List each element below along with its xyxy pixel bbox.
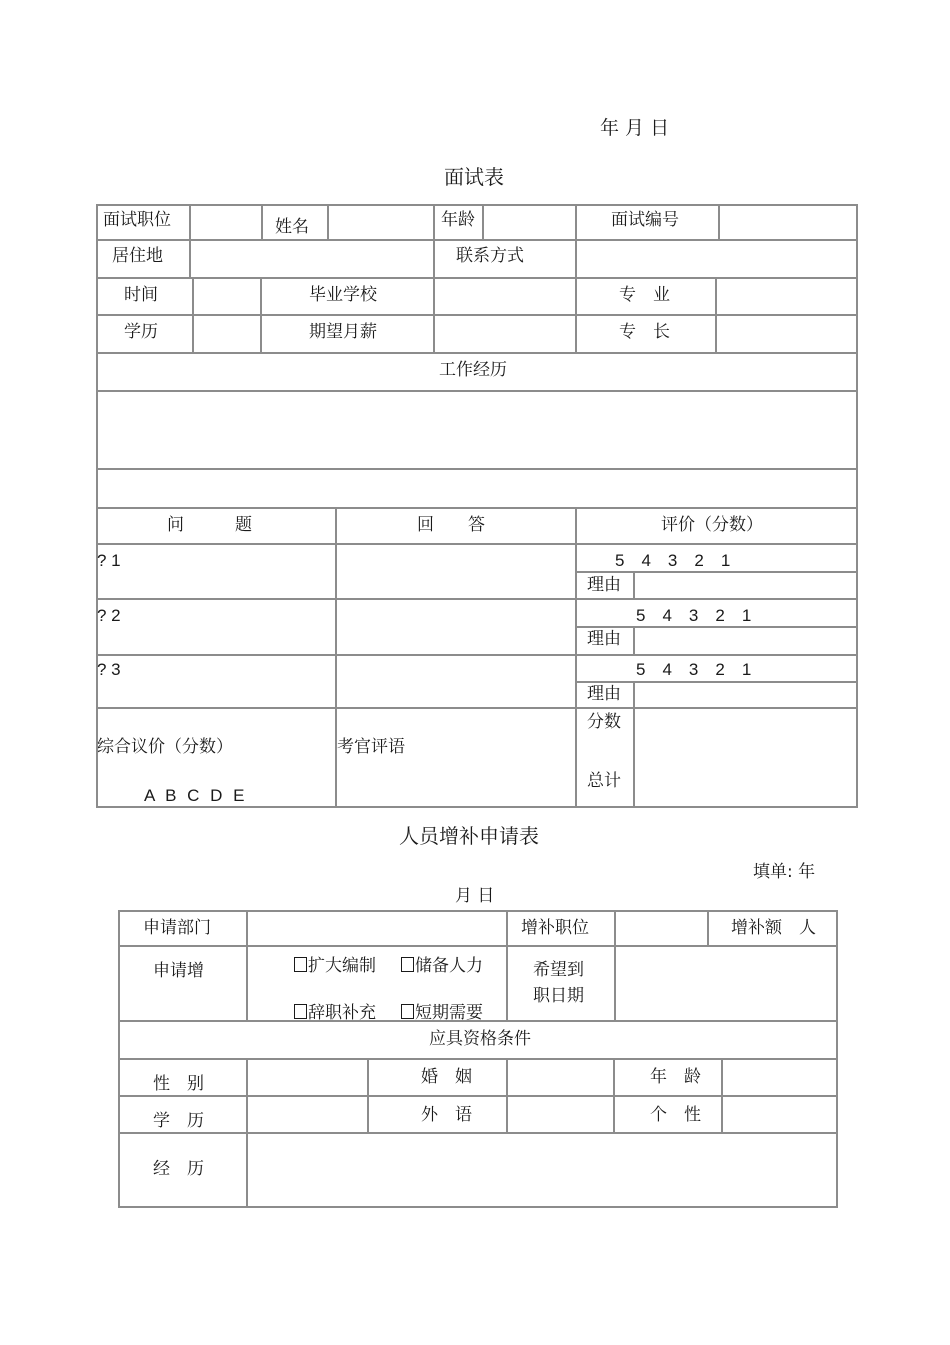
label-specialty: 专 长	[619, 322, 670, 342]
checkbox-icon[interactable]	[294, 957, 307, 972]
label-expected-date-line1: 希望到	[533, 960, 584, 980]
label-time: 时间	[124, 285, 158, 305]
label-contact: 联系方式	[456, 246, 524, 266]
option-short-term[interactable]: 短期需要	[401, 998, 483, 1023]
header-question: 问 题	[167, 515, 252, 535]
fill-month-day: 月 日	[455, 886, 495, 906]
checkbox-icon[interactable]	[401, 957, 414, 972]
label-name: 姓名	[275, 217, 309, 237]
label-staffing-age: 年 龄	[650, 1067, 701, 1087]
question-1-reason-label: 理由	[587, 575, 621, 595]
label-staffing-position: 增补职位	[521, 918, 589, 938]
label-qualifications: 应具资格条件	[429, 1029, 531, 1049]
header-evaluation: 评价（分数）	[661, 515, 763, 535]
question-1-label: ? 1	[97, 551, 121, 570]
option-expand[interactable]: 扩大编制	[294, 951, 376, 976]
label-examiner-comment: 考官评语	[337, 737, 405, 757]
label-gender: 性 别	[153, 1074, 204, 1094]
fill-date-label: 填单: 年	[753, 862, 816, 882]
label-language: 外 语	[421, 1105, 472, 1125]
label-interview-number: 面试编号	[611, 210, 679, 230]
checkbox-icon[interactable]	[401, 1004, 414, 1019]
label-expected-date-line2: 职日期	[533, 986, 584, 1006]
label-expected-salary: 期望月薪	[309, 322, 377, 342]
label-request-reason: 申请增	[153, 961, 204, 981]
question-3-label: ? 3	[97, 660, 121, 679]
label-overall-score: 综合议价（分数）	[97, 737, 233, 757]
label-marriage: 婚 姻	[421, 1067, 472, 1087]
label-education: 学历	[124, 322, 158, 342]
staffing-form-title: 人员增补申请表	[399, 824, 539, 848]
label-quota: 增补额 人	[731, 918, 816, 938]
option-resignation[interactable]: 辞职补充	[294, 998, 376, 1023]
label-personality: 个 性	[650, 1105, 701, 1125]
label-staffing-education: 学 历	[153, 1111, 204, 1131]
option-reserve[interactable]: 储备人力	[401, 951, 483, 976]
label-major: 专 业	[619, 285, 670, 305]
question-2-reason-label: 理由	[587, 629, 621, 649]
label-age: 年龄	[441, 210, 475, 230]
question-2-label: ? 2	[97, 606, 121, 625]
checkbox-icon[interactable]	[294, 1004, 307, 1019]
label-residence: 居住地	[112, 246, 163, 266]
label-experience: 经 历	[153, 1159, 204, 1179]
label-work-experience: 工作经历	[439, 360, 507, 380]
label-graduated-school: 毕业学校	[309, 285, 377, 305]
label-interview-position: 面试职位	[103, 210, 171, 230]
header-answer: 回 答	[417, 515, 485, 535]
date-line: 年 月 日	[600, 117, 670, 139]
question-3-scores: 5 4 3 2 1	[636, 660, 752, 679]
question-3-reason-label: 理由	[587, 684, 621, 704]
label-score: 分数	[587, 712, 621, 732]
grade-options: A B C D E	[144, 786, 245, 805]
question-1-scores: 5 4 3 2 1	[615, 551, 731, 570]
question-2-scores: 5 4 3 2 1	[636, 606, 752, 625]
label-department: 申请部门	[143, 918, 211, 938]
label-total: 总计	[587, 771, 621, 791]
interview-form-title: 面试表	[444, 165, 504, 189]
